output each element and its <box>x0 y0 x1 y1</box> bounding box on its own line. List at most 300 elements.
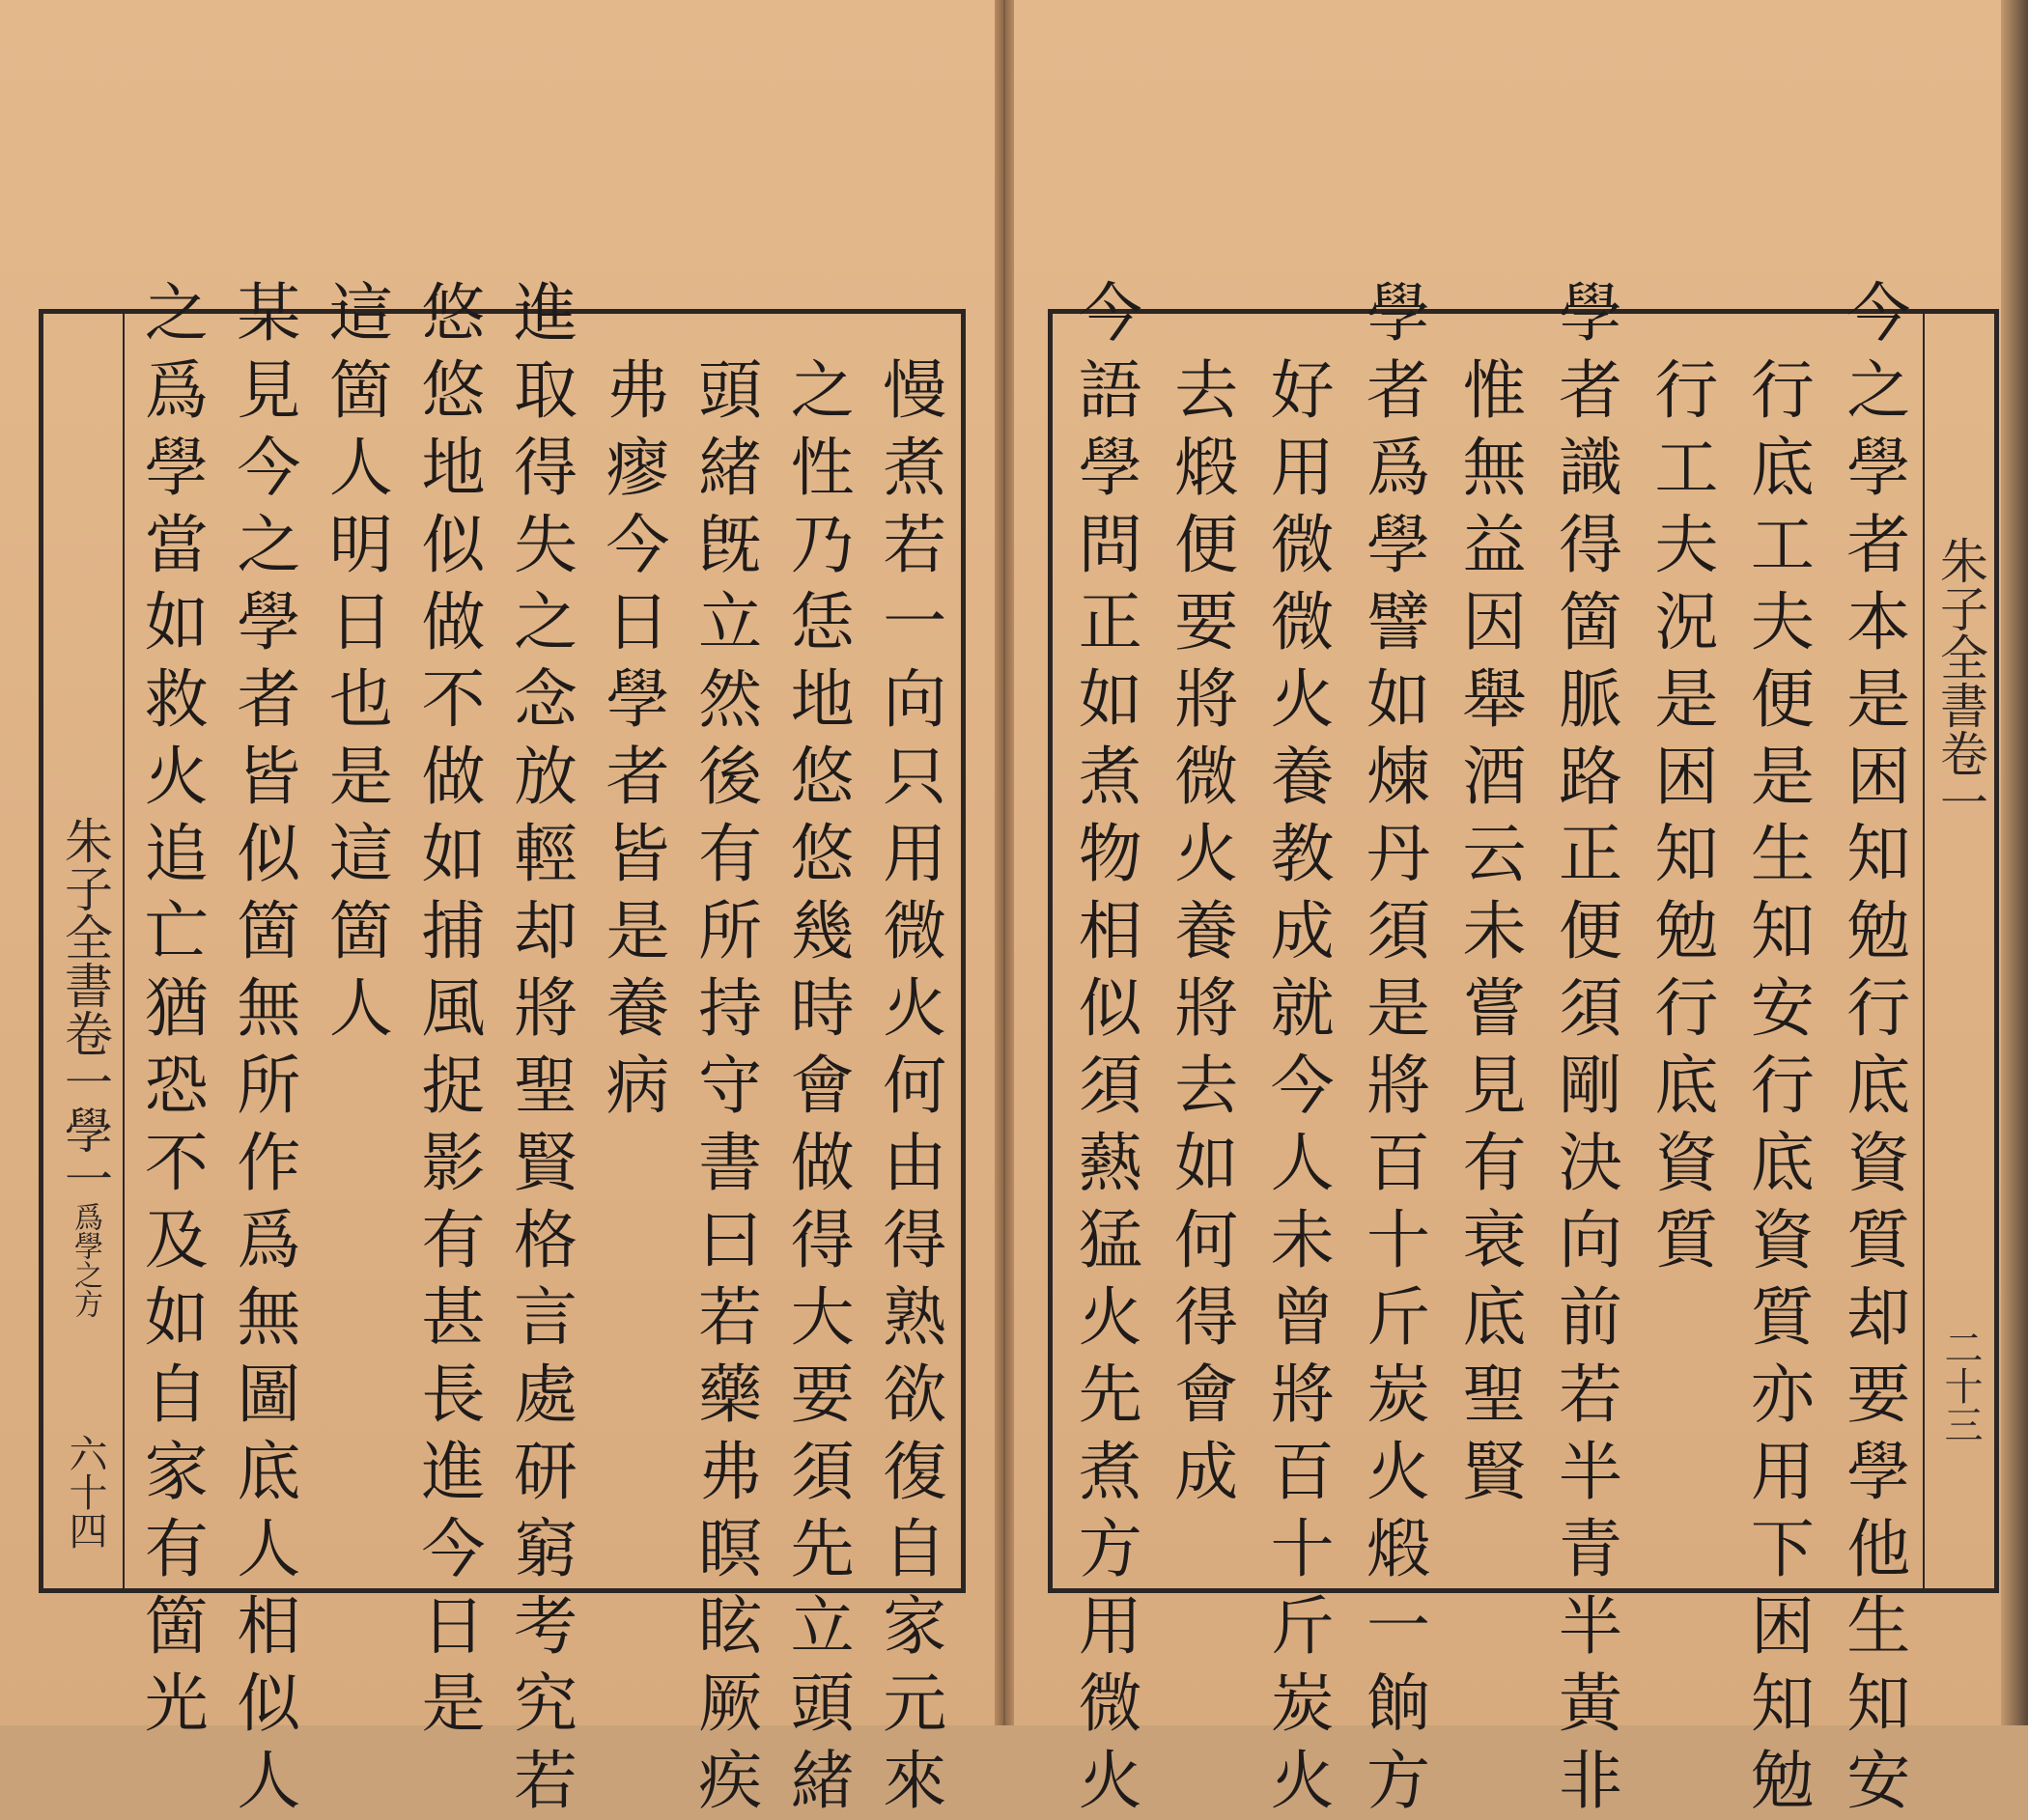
glyph: 將 <box>1174 662 1239 737</box>
glyph: 箇 <box>1558 585 1622 659</box>
glyph: 人 <box>328 431 393 505</box>
glyph: 有 <box>1462 1126 1527 1200</box>
glyph: 火 <box>1270 1744 1335 1818</box>
glyph: 後 <box>698 740 763 814</box>
glyph: 本 <box>1846 585 1911 659</box>
glyph: 須 <box>790 1435 855 1509</box>
glyph: 底 <box>1750 1126 1815 1200</box>
glyph: 生 <box>1846 1589 1911 1664</box>
glyph: 半 <box>1558 1435 1622 1509</box>
glyph: 夫 <box>1750 585 1815 659</box>
glyph: 捉 <box>421 1049 486 1123</box>
glyph: 知 <box>1654 817 1719 891</box>
glyph: 用 <box>1270 431 1335 505</box>
glyph: 先 <box>1078 1358 1142 1432</box>
glyph: 知 <box>1846 1666 1911 1741</box>
glyph: 却 <box>1846 1280 1911 1355</box>
glyph: 欲 <box>883 1358 947 1432</box>
glyph: 瘳 <box>606 431 670 505</box>
glyph: 得 <box>790 1203 855 1277</box>
glyph: 斤 <box>1270 1589 1335 1664</box>
glyph: 生 <box>1750 817 1815 891</box>
glyph: 用 <box>883 817 947 891</box>
glyph: 由 <box>883 1126 947 1200</box>
glyph: 去 <box>1174 353 1239 428</box>
glyph: 進 <box>421 1435 486 1509</box>
glyph: 這 <box>328 817 393 891</box>
glyph: 元 <box>883 1666 947 1741</box>
glyph: 未 <box>1462 894 1527 968</box>
glyph: 決 <box>1558 1126 1622 1200</box>
glyph: 要 <box>1846 1358 1911 1432</box>
glyph: 窮 <box>514 1512 577 1586</box>
glyph: 煮 <box>883 431 947 505</box>
glyph: 圖 <box>237 1358 301 1432</box>
glyph: 向 <box>883 662 947 737</box>
glyph: 十 <box>1270 1512 1335 1586</box>
left-page <box>0 0 995 1818</box>
glyph: 光 <box>144 1666 209 1741</box>
glyph: 要 <box>1174 585 1239 659</box>
glyph: 考 <box>514 1589 577 1664</box>
glyph: 言 <box>514 1280 577 1355</box>
glyph: 日 <box>328 585 393 659</box>
glyph: 炭 <box>1366 1358 1431 1432</box>
glyph: 持 <box>698 971 763 1046</box>
glyph: 緒 <box>790 1744 855 1818</box>
margin-title: 朱子全書 <box>1932 536 1988 729</box>
glyph: 取 <box>514 353 577 428</box>
glyph: 藥 <box>698 1358 763 1432</box>
glyph: 似 <box>237 1666 301 1741</box>
glyph: 底 <box>237 1435 301 1509</box>
glyph: 做 <box>421 740 486 814</box>
glyph: 似 <box>237 817 301 891</box>
glyph: 惟 <box>1462 353 1527 428</box>
glyph: 聖 <box>514 1049 577 1123</box>
glyph: 爲 <box>144 353 209 428</box>
glyph: 火 <box>1270 662 1335 737</box>
glyph: 知 <box>1846 817 1911 891</box>
glyph: 用 <box>1078 1589 1142 1664</box>
glyph: 今 <box>1270 1049 1335 1123</box>
glyph: 爇 <box>1078 1126 1142 1200</box>
glyph: 長 <box>421 1358 486 1432</box>
glyph: 似 <box>1078 971 1142 1046</box>
book-edge <box>2001 0 2028 1725</box>
glyph: 資 <box>1654 1126 1719 1200</box>
text-column <box>1648 352 1725 1279</box>
glyph: 如 <box>1174 1126 1239 1200</box>
glyph: 學 <box>144 431 209 505</box>
glyph: 時 <box>790 971 855 1046</box>
glyph: 甚 <box>421 1280 486 1355</box>
glyph: 況 <box>1654 585 1719 659</box>
glyph: 爲 <box>237 1203 301 1277</box>
glyph: 火 <box>1366 1435 1431 1509</box>
glyph: 今 <box>1078 276 1142 350</box>
text-column <box>414 275 492 1743</box>
glyph: 箇 <box>144 1589 209 1664</box>
glyph: 悠 <box>421 276 486 350</box>
glyph: 當 <box>144 508 209 582</box>
glyph: 下 <box>1750 1512 1815 1586</box>
glyph: 學 <box>1558 276 1622 350</box>
glyph: 資 <box>1750 1203 1815 1277</box>
glyph: 正 <box>1558 817 1622 891</box>
text-column <box>1744 352 1821 1820</box>
glyph: 百 <box>1270 1435 1335 1509</box>
glyph: 去 <box>1174 1049 1239 1123</box>
glyph: 亦 <box>1750 1358 1815 1432</box>
glyph: 之 <box>790 353 855 428</box>
glyph: 家 <box>144 1435 209 1509</box>
glyph: 勉 <box>1654 894 1719 968</box>
glyph: 頭 <box>790 1666 855 1741</box>
glyph: 無 <box>237 971 301 1046</box>
glyph: 行 <box>1750 353 1815 428</box>
glyph: 人 <box>328 971 393 1046</box>
text-column <box>691 352 769 1820</box>
glyph: 何 <box>883 1049 947 1123</box>
glyph: 相 <box>237 1589 301 1664</box>
glyph: 養 <box>1270 740 1335 814</box>
glyph: 方 <box>1366 1744 1431 1818</box>
glyph: 行 <box>1750 1049 1815 1123</box>
glyph: 賢 <box>514 1126 577 1200</box>
glyph: 底 <box>1750 431 1815 505</box>
glyph: 青 <box>1558 1512 1622 1586</box>
glyph: 得 <box>883 1203 947 1277</box>
glyph: 前 <box>1558 1280 1622 1355</box>
glyph: 他 <box>1846 1512 1911 1586</box>
glyph: 須 <box>1366 894 1431 968</box>
glyph: 曾 <box>1270 1280 1335 1355</box>
glyph: 一 <box>1366 1589 1431 1664</box>
glyph: 是 <box>1654 662 1719 737</box>
glyph: 是 <box>606 894 670 968</box>
glyph: 脈 <box>1558 662 1622 737</box>
glyph: 舉 <box>1462 662 1527 737</box>
glyph: 相 <box>1078 894 1142 968</box>
glyph: 頭 <box>698 353 763 428</box>
text-column <box>323 275 400 1048</box>
glyph: 如 <box>1366 662 1431 737</box>
glyph: 安 <box>1750 971 1815 1046</box>
glyph: 日 <box>606 585 670 659</box>
glyph: 黃 <box>1558 1666 1622 1741</box>
glyph: 將 <box>514 971 577 1046</box>
glyph: 知 <box>1750 1666 1815 1741</box>
glyph: 者 <box>1366 353 1431 428</box>
text-column <box>1552 275 1629 1820</box>
glyph: 困 <box>1846 740 1911 814</box>
glyph: 悠 <box>421 353 486 428</box>
glyph: 先 <box>790 1512 855 1586</box>
glyph: 困 <box>1654 740 1719 814</box>
glyph: 方 <box>1078 1512 1142 1586</box>
glyph: 就 <box>1270 971 1335 1046</box>
glyph: 便 <box>1750 662 1815 737</box>
text-column <box>138 275 215 1743</box>
text-column <box>876 352 953 1820</box>
glyph: 炭 <box>1270 1666 1335 1741</box>
glyph: 有 <box>698 817 763 891</box>
glyph: 是 <box>1750 740 1815 814</box>
glyph: 向 <box>1558 1203 1622 1277</box>
glyph: 正 <box>1078 585 1142 659</box>
glyph: 剛 <box>1558 1049 1622 1123</box>
glyph: 煉 <box>1366 740 1431 814</box>
glyph: 要 <box>790 1358 855 1432</box>
glyph: 若 <box>1558 1358 1622 1432</box>
margin-rule <box>123 314 125 1588</box>
glyph: 爲 <box>1366 431 1431 505</box>
glyph: 底 <box>1846 1049 1911 1123</box>
glyph: 無 <box>1462 431 1527 505</box>
glyph: 非 <box>1558 1744 1622 1818</box>
glyph: 恐 <box>144 1049 209 1123</box>
glyph: 微 <box>1270 585 1335 659</box>
glyph: 安 <box>1846 1744 1911 1818</box>
glyph: 今 <box>421 1512 486 1586</box>
glyph: 未 <box>1270 1203 1335 1277</box>
right-page-number: 二十三 <box>1938 1328 1983 1443</box>
glyph: 書 <box>698 1126 763 1200</box>
glyph: 行 <box>1654 971 1719 1046</box>
glyph: 譬 <box>1366 585 1431 659</box>
glyph: 某 <box>237 276 301 350</box>
glyph: 一 <box>883 585 947 659</box>
glyph: 是 <box>1366 971 1431 1046</box>
glyph: 之 <box>514 585 577 659</box>
glyph: 格 <box>514 1203 577 1277</box>
glyph: 學 <box>1078 431 1142 505</box>
glyph: 路 <box>1558 740 1622 814</box>
glyph: 火 <box>883 971 947 1046</box>
glyph: 用 <box>1750 1435 1815 1509</box>
glyph: 所 <box>237 1049 301 1123</box>
glyph: 似 <box>421 508 486 582</box>
left-page-number: 六十四 <box>63 1434 107 1550</box>
glyph: 若 <box>698 1280 763 1355</box>
glyph: 之 <box>237 508 301 582</box>
glyph: 處 <box>514 1358 577 1432</box>
glyph: 做 <box>421 585 486 659</box>
glyph: 十 <box>1366 1203 1431 1277</box>
glyph: 皆 <box>606 817 670 891</box>
right-text-block <box>1062 276 1927 1818</box>
glyph: 如 <box>1078 662 1142 737</box>
glyph: 復 <box>883 1435 947 1509</box>
glyph: 來 <box>883 1744 947 1818</box>
glyph: 養 <box>1174 894 1239 968</box>
glyph: 明 <box>328 508 393 582</box>
text-column <box>784 352 861 1820</box>
glyph: 將 <box>1270 1358 1335 1432</box>
glyph: 得 <box>1558 508 1622 582</box>
glyph: 百 <box>1366 1126 1431 1200</box>
glyph: 究 <box>514 1666 577 1741</box>
glyph: 微 <box>1174 740 1239 814</box>
glyph: 微 <box>883 894 947 968</box>
left-page-frame <box>39 276 966 1818</box>
glyph: 因 <box>1462 585 1527 659</box>
glyph: 行 <box>1846 971 1911 1046</box>
glyph: 研 <box>514 1435 577 1509</box>
glyph: 須 <box>1558 971 1622 1046</box>
glyph: 云 <box>1462 817 1527 891</box>
text-column <box>1360 275 1437 1820</box>
glyph: 不 <box>421 662 486 737</box>
glyph: 今 <box>1846 276 1911 350</box>
glyph: 之 <box>144 276 209 350</box>
glyph: 猛 <box>1078 1203 1142 1277</box>
text-column <box>1840 275 1917 1820</box>
glyph: 質 <box>1750 1280 1815 1355</box>
glyph: 疾 <box>698 1744 763 1818</box>
glyph: 猶 <box>144 971 209 1046</box>
glyph: 火 <box>1078 1744 1142 1818</box>
text-column <box>507 275 584 1820</box>
glyph: 箇 <box>237 894 301 968</box>
glyph: 會 <box>1174 1358 1239 1432</box>
glyph: 緒 <box>698 431 763 505</box>
glyph: 教 <box>1270 817 1335 891</box>
glyph: 見 <box>237 353 301 428</box>
glyph: 箇 <box>328 353 393 428</box>
glyph: 聖 <box>1462 1358 1527 1432</box>
left-margin-label <box>51 816 119 1318</box>
text-column <box>1072 275 1149 1820</box>
glyph: 者 <box>1846 508 1911 582</box>
text-column <box>230 275 307 1820</box>
glyph: 學 <box>1846 1435 1911 1509</box>
glyph: 念 <box>514 662 577 737</box>
glyph: 嘗 <box>1462 971 1527 1046</box>
glyph: 救 <box>144 662 209 737</box>
glyph: 只 <box>883 740 947 814</box>
glyph: 今 <box>606 508 670 582</box>
glyph: 若 <box>883 508 947 582</box>
glyph: 學 <box>1846 431 1911 505</box>
glyph: 煮 <box>1078 1435 1142 1509</box>
glyph: 作 <box>237 1126 301 1200</box>
glyph: 也 <box>328 662 393 737</box>
glyph: 有 <box>144 1512 209 1586</box>
glyph: 之 <box>1846 353 1911 428</box>
glyph: 恁 <box>790 585 855 659</box>
glyph: 旣 <box>698 508 763 582</box>
glyph: 這 <box>328 276 393 350</box>
glyph: 半 <box>1558 1589 1622 1664</box>
glyph: 有 <box>421 1203 486 1277</box>
glyph: 便 <box>1558 894 1622 968</box>
glyph: 大 <box>790 1280 855 1355</box>
glyph: 底 <box>1654 1049 1719 1123</box>
glyph: 却 <box>514 894 577 968</box>
glyph: 自 <box>144 1358 209 1432</box>
glyph: 追 <box>144 817 209 891</box>
glyph: 做 <box>790 1126 855 1200</box>
glyph: 幾 <box>790 894 855 968</box>
glyph: 瞑 <box>698 1512 763 1586</box>
glyph: 人 <box>237 1744 301 1818</box>
glyph: 悠 <box>790 740 855 814</box>
glyph: 煅 <box>1366 1512 1431 1586</box>
glyph: 夫 <box>1654 508 1719 582</box>
glyph: 微 <box>1270 508 1335 582</box>
glyph: 資 <box>1846 1126 1911 1200</box>
glyph: 是 <box>1846 662 1911 737</box>
glyph: 如 <box>144 585 209 659</box>
glyph: 及 <box>144 1203 209 1277</box>
glyph: 火 <box>144 740 209 814</box>
glyph: 便 <box>1174 508 1239 582</box>
glyph: 微 <box>1078 1666 1142 1741</box>
glyph: 所 <box>698 894 763 968</box>
glyph: 將 <box>1366 1049 1431 1123</box>
glyph: 進 <box>514 276 577 350</box>
glyph: 火 <box>1174 817 1239 891</box>
glyph: 不 <box>144 1126 209 1200</box>
glyph: 者 <box>1558 353 1622 428</box>
text-column <box>1456 352 1534 1511</box>
glyph: 知 <box>1750 894 1815 968</box>
glyph: 今 <box>237 431 301 505</box>
glyph: 成 <box>1174 1435 1239 1509</box>
glyph: 立 <box>790 1589 855 1664</box>
glyph: 工 <box>1654 431 1719 505</box>
margin-section: 學一 <box>57 1106 113 1202</box>
glyph: 丹 <box>1366 817 1431 891</box>
right-page-frame <box>1048 276 1999 1818</box>
glyph: 放 <box>514 740 577 814</box>
glyph: 底 <box>1462 1280 1527 1355</box>
glyph: 守 <box>698 1049 763 1123</box>
glyph: 是 <box>421 1666 486 1741</box>
glyph: 熟 <box>883 1280 947 1355</box>
glyph: 者 <box>237 662 301 737</box>
glyph: 學 <box>1366 508 1431 582</box>
glyph: 是 <box>328 740 393 814</box>
glyph: 將 <box>1174 971 1239 1046</box>
glyph: 煮 <box>1078 740 1142 814</box>
glyph: 學 <box>606 662 670 737</box>
glyph: 質 <box>1846 1203 1911 1277</box>
text-column <box>1168 352 1245 1511</box>
glyph: 學 <box>1366 276 1431 350</box>
glyph: 餉 <box>1366 1666 1431 1741</box>
glyph: 好 <box>1270 353 1335 428</box>
glyph: 如 <box>144 1280 209 1355</box>
glyph: 得 <box>1174 1280 1239 1355</box>
glyph: 曰 <box>698 1203 763 1277</box>
glyph: 者 <box>606 740 670 814</box>
glyph: 自 <box>883 1512 947 1586</box>
glyph: 日 <box>421 1589 486 1664</box>
glyph: 厥 <box>698 1666 763 1741</box>
glyph: 斤 <box>1366 1280 1431 1355</box>
glyph: 乃 <box>790 508 855 582</box>
text-column <box>600 352 677 1125</box>
margin-volume: 卷一 <box>57 1009 113 1106</box>
right-margin-label <box>1927 536 1994 826</box>
glyph: 勉 <box>1750 1744 1815 1818</box>
glyph: 益 <box>1462 508 1527 582</box>
glyph: 輕 <box>514 817 577 891</box>
glyph: 困 <box>1750 1589 1815 1664</box>
